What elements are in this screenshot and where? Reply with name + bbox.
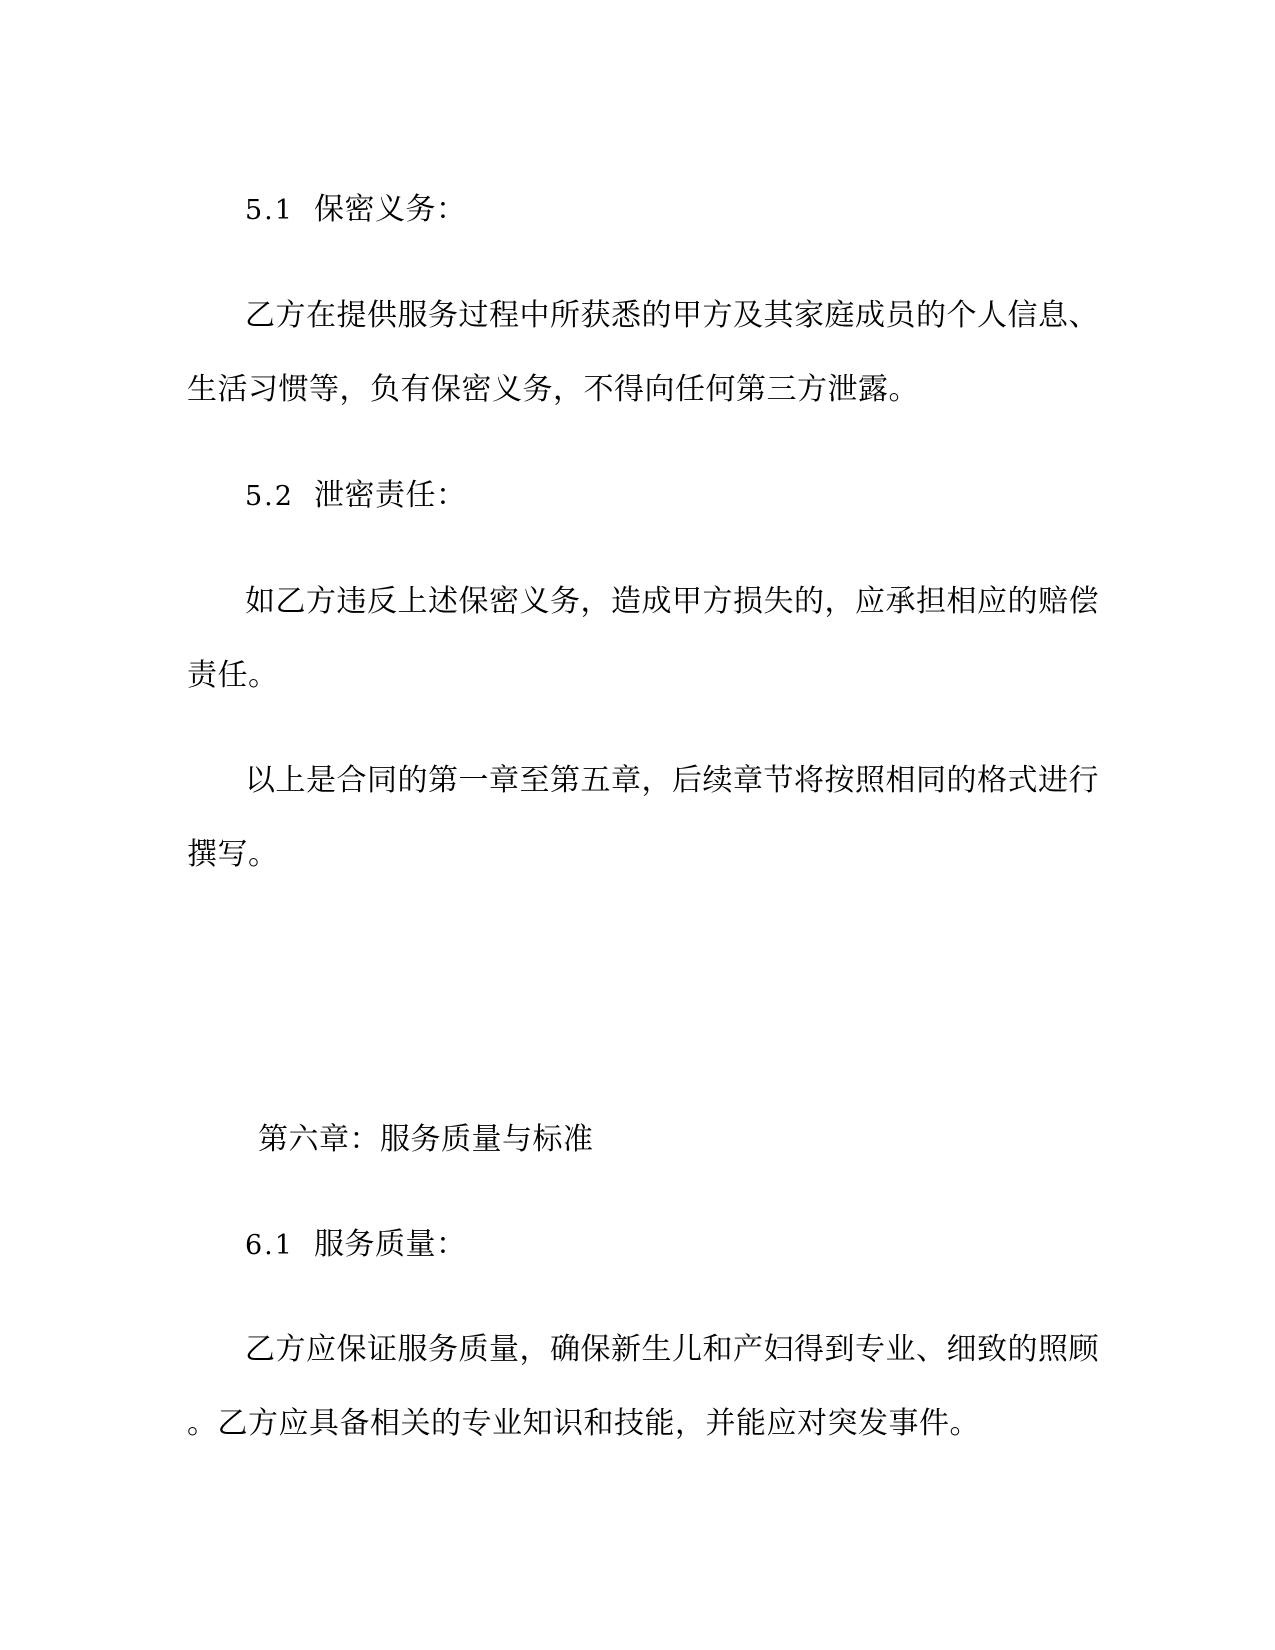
note-line: 撰写。: [187, 837, 279, 872]
paragraph-line: 生活习惯等，负有保密义务，不得向任何第三方泄露。: [187, 372, 919, 407]
chapter-title: 第六章：服务质量与标准: [258, 1122, 594, 1157]
paragraph-line: 如乙方违反上述保密义务，造成甲方损失的，应承担相应的赔偿: [245, 584, 1099, 619]
section-title: 服务质量：: [314, 1227, 467, 1262]
paragraph-line: 乙方在提供服务过程中所获悉的甲方及其家庭成员的个人信息、: [245, 298, 1099, 333]
note-line: 以上是合同的第一章至第五章，后续章节将按照相同的格式进行: [245, 763, 1099, 798]
section-number: 5.1: [245, 195, 294, 226]
section-number: 5.2: [245, 481, 294, 512]
section-title: 泄密责任：: [314, 478, 467, 513]
section-heading-6-1: [245, 1225, 467, 1266]
section-heading-5-1: [245, 190, 467, 231]
section-title: 保密义务：: [314, 192, 467, 227]
section-heading-5-2: [245, 476, 467, 517]
paragraph-line: 乙方应保证服务质量，确保新生儿和产妇得到专业、细致的照顾: [245, 1332, 1099, 1367]
paragraph-line: 。乙方应具备相关的专业知识和技能，并能应对突发事件。: [187, 1406, 980, 1441]
paragraph-line: 责任。: [187, 658, 279, 693]
section-number: 6.1: [245, 1230, 294, 1261]
